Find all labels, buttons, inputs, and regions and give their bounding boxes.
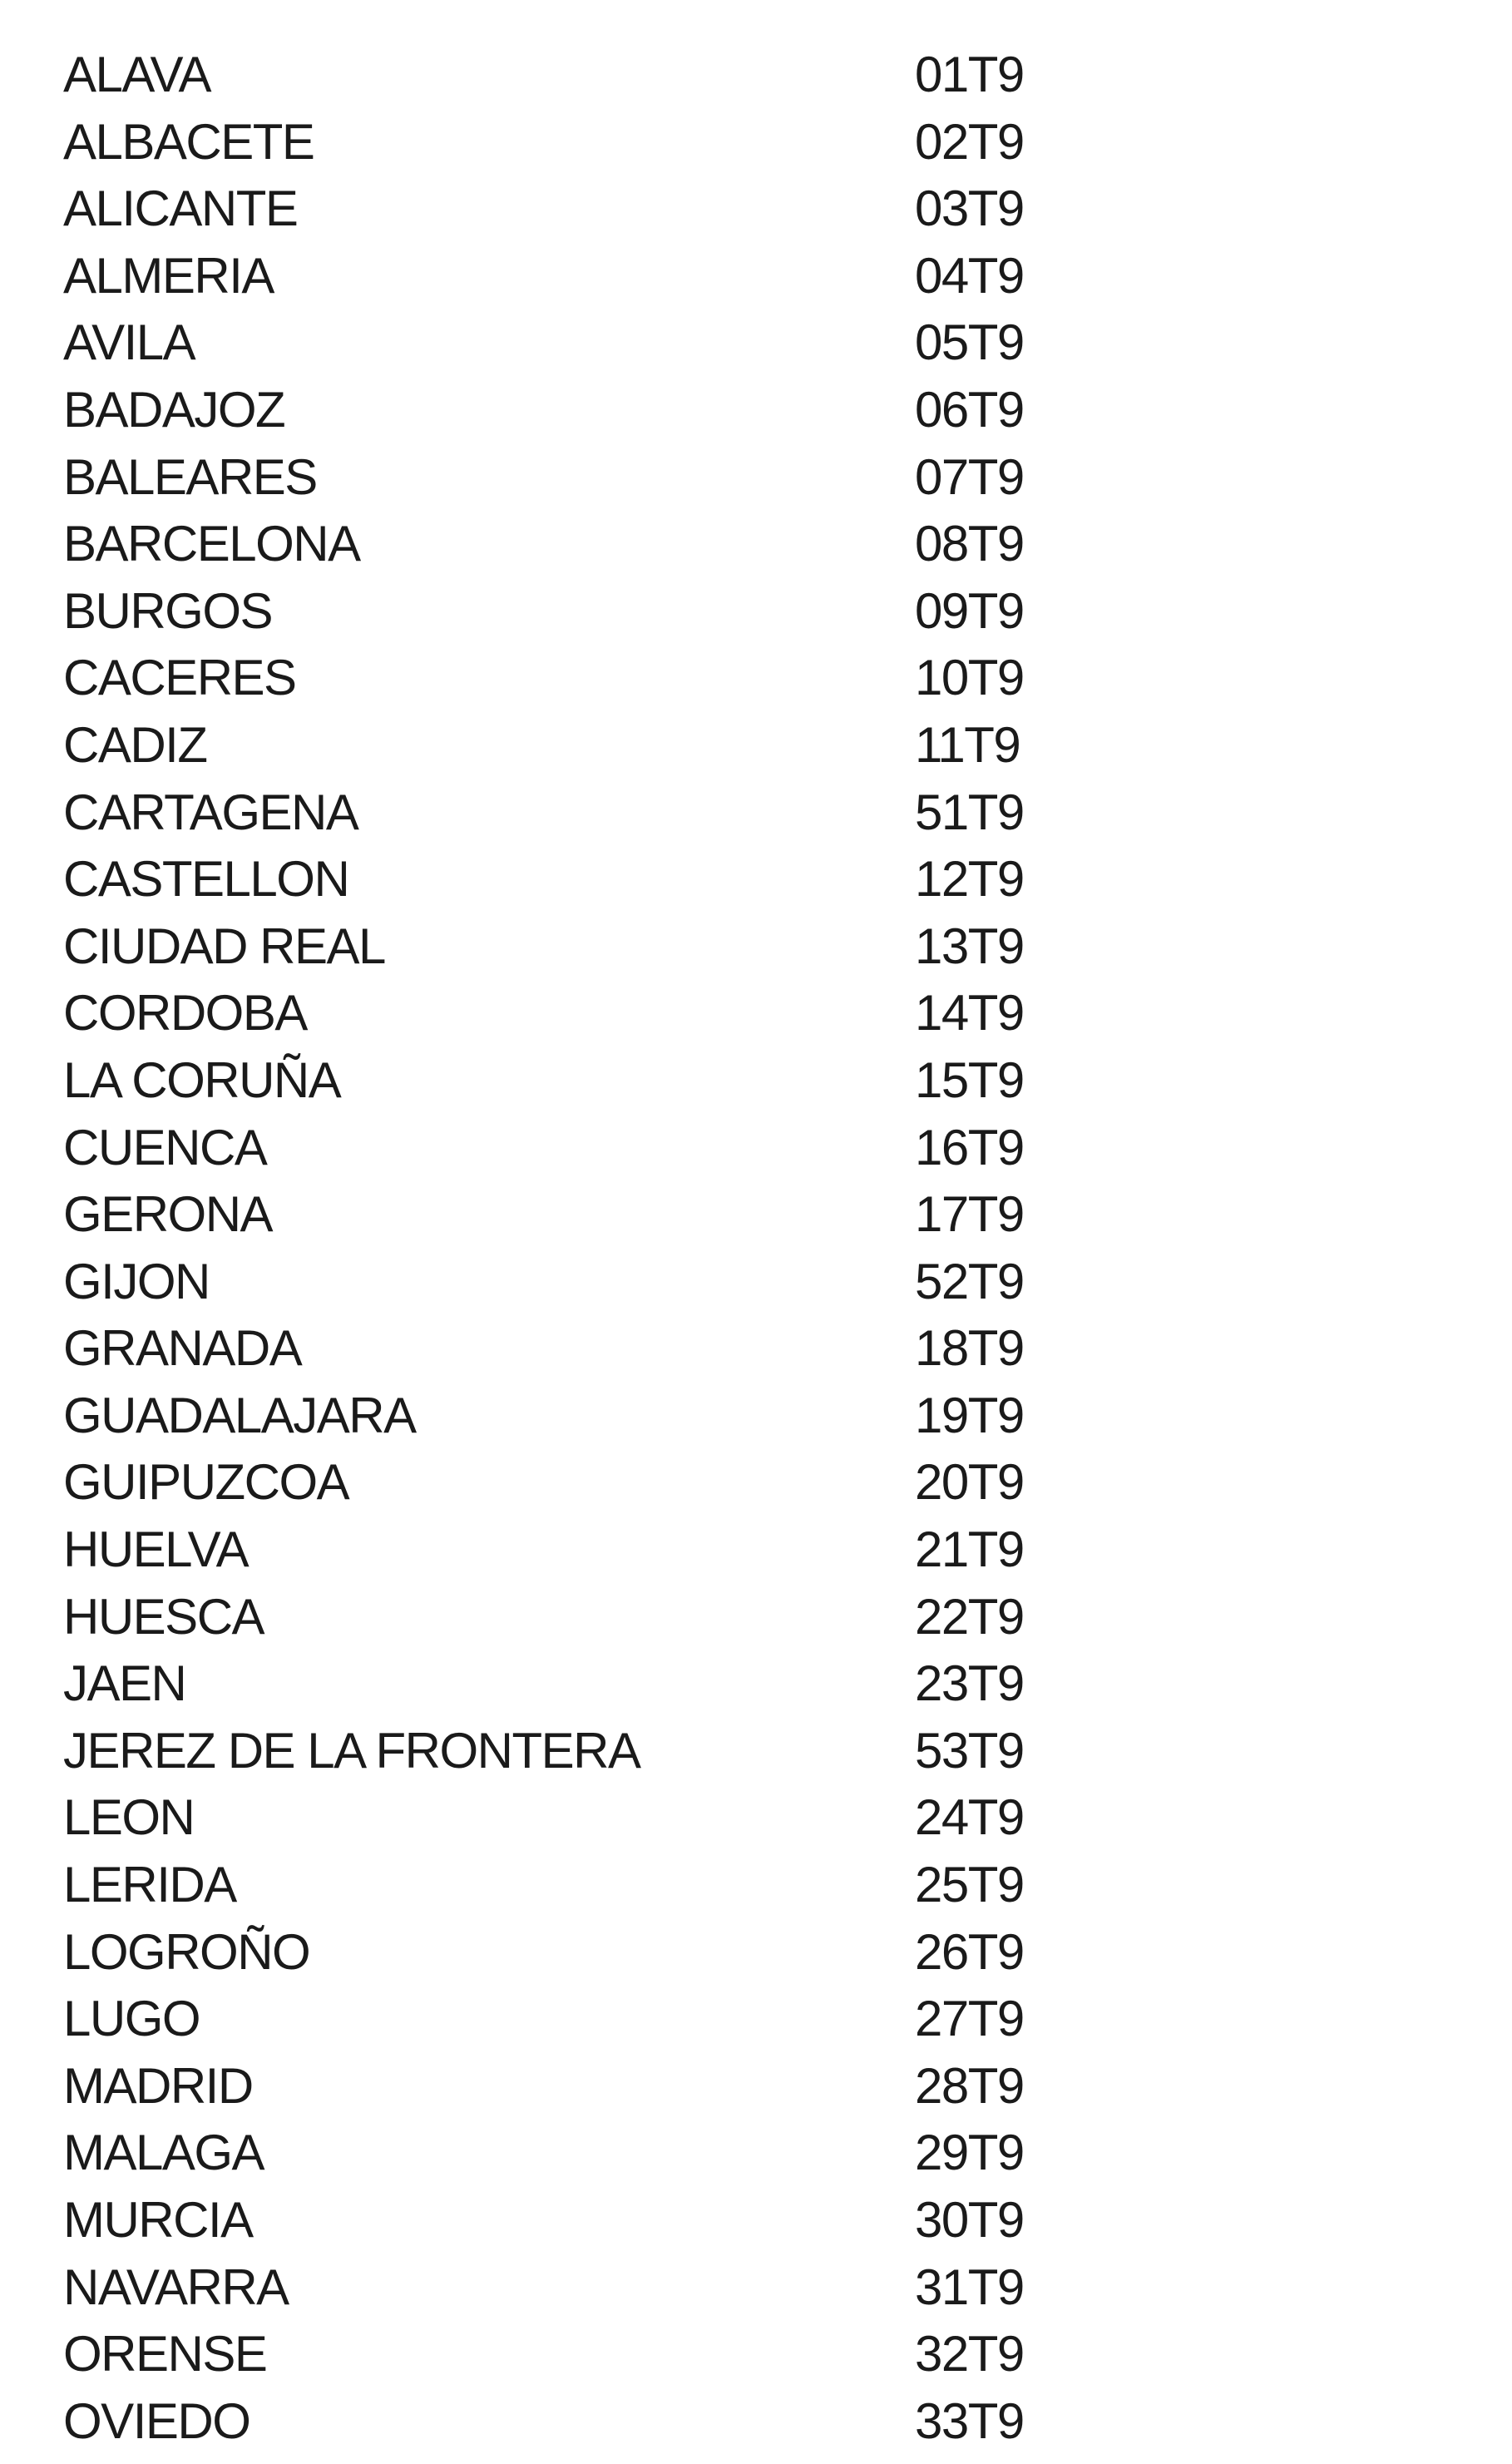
- province-code: 24T9: [915, 1789, 1024, 1846]
- province-name: BADAJOZ: [63, 381, 285, 438]
- list-item: [0, 377, 1512, 444]
- province-code: 13T9: [915, 918, 1024, 974]
- list-item: [0, 1516, 1512, 1584]
- province-code: 06T9: [915, 381, 1024, 438]
- province-code: 23T9: [915, 1655, 1024, 1712]
- province-name: ALBACETE: [63, 113, 314, 170]
- province-code: 20T9: [915, 1454, 1024, 1511]
- province-name: CIUDAD REAL: [63, 918, 385, 974]
- list-item: [0, 1650, 1512, 1718]
- list-item: [0, 1315, 1512, 1383]
- province-code: 11T9: [915, 716, 1020, 773]
- province-name: NAVARRA: [63, 2259, 289, 2315]
- province-name: MADRID: [63, 2057, 253, 2114]
- province-code: 30T9: [915, 2192, 1024, 2248]
- province-code: 07T9: [915, 448, 1024, 505]
- province-name: MALAGA: [63, 2125, 264, 2181]
- province-name: GUADALAJARA: [63, 1387, 416, 1443]
- list-item: [0, 2120, 1512, 2187]
- province-name: CADIZ: [63, 716, 207, 773]
- province-code: 25T9: [915, 1857, 1024, 1913]
- province-name: ALMERIA: [63, 247, 274, 304]
- province-name: HUESCA: [63, 1588, 264, 1645]
- list-item: [0, 1986, 1512, 2053]
- list-item: [0, 1584, 1512, 1651]
- list-item: [0, 309, 1512, 377]
- list-item: [0, 2388, 1512, 2456]
- province-name: AVILA: [63, 314, 195, 371]
- province-name: LUGO: [63, 1991, 200, 2047]
- list-item: [0, 712, 1512, 779]
- province-code: 04T9: [915, 247, 1024, 304]
- list-item: [0, 913, 1512, 981]
- province-code: 10T9: [915, 650, 1024, 706]
- list-item: [0, 1449, 1512, 1516]
- province-name: GIJON: [63, 1253, 210, 1309]
- province-name: JEREZ DE LA FRONTERA: [63, 1722, 640, 1779]
- list-item: [0, 846, 1512, 913]
- province-code: 16T9: [915, 1119, 1024, 1175]
- province-name: LOGROÑO: [63, 1923, 310, 1980]
- province-code: 03T9: [915, 181, 1024, 237]
- province-code: 26T9: [915, 1923, 1024, 1980]
- province-code: 22T9: [915, 1588, 1024, 1645]
- province-code: 32T9: [915, 2326, 1024, 2382]
- province-name: CASTELLON: [63, 851, 349, 908]
- list-item: [0, 1383, 1512, 1450]
- list-item: [0, 1784, 1512, 1852]
- province-name: CARTAGENA: [63, 784, 358, 840]
- list-item: [0, 42, 1512, 109]
- list-item: [0, 109, 1512, 176]
- list-item: [0, 2321, 1512, 2388]
- province-name: LEON: [63, 1789, 195, 1846]
- list-item: [0, 2053, 1512, 2120]
- province-name: HUELVA: [63, 1521, 249, 1578]
- province-name: GRANADA: [63, 1320, 302, 1377]
- list-item: [0, 1115, 1512, 1182]
- province-name: MURCIA: [63, 2192, 253, 2248]
- province-code: 31T9: [915, 2259, 1024, 2315]
- list-item: [0, 1181, 1512, 1249]
- province-code: 53T9: [915, 1722, 1024, 1779]
- province-code: 52T9: [915, 1253, 1024, 1309]
- list-item: [0, 511, 1512, 578]
- province-code: 29T9: [915, 2125, 1024, 2181]
- province-name: LA CORUÑA: [63, 1051, 341, 1108]
- list-item: [0, 1718, 1512, 1785]
- province-name: CACERES: [63, 650, 296, 706]
- list-item: [0, 1249, 1512, 1316]
- province-name: GUIPUZCOA: [63, 1454, 349, 1511]
- province-code: 01T9: [915, 47, 1024, 102]
- province-code: 21T9: [915, 1521, 1024, 1578]
- list-item: [0, 176, 1512, 243]
- province-name: LERIDA: [63, 1857, 236, 1913]
- list-item: [0, 1919, 1512, 1987]
- list-item: [0, 2254, 1512, 2322]
- province-code-list: [0, 42, 1512, 2455]
- province-name: GERONA: [63, 1186, 273, 1243]
- list-item: [0, 1047, 1512, 1115]
- list-item: [0, 444, 1512, 512]
- province-code: 12T9: [915, 851, 1024, 908]
- province-name: CUENCA: [63, 1119, 267, 1175]
- list-item: [0, 2187, 1512, 2254]
- province-code: 33T9: [915, 2392, 1024, 2449]
- province-name: ALAVA: [63, 47, 211, 102]
- list-item: [0, 645, 1512, 712]
- list-item: [0, 980, 1512, 1047]
- province-code: 17T9: [915, 1186, 1024, 1243]
- list-item: [0, 779, 1512, 847]
- province-code: 19T9: [915, 1387, 1024, 1443]
- province-code: 51T9: [915, 784, 1024, 840]
- province-code: 15T9: [915, 1051, 1024, 1108]
- province-code: 27T9: [915, 1991, 1024, 2047]
- province-code: 14T9: [915, 985, 1024, 1042]
- province-code: 09T9: [915, 582, 1024, 639]
- province-code: 02T9: [915, 113, 1024, 170]
- province-code: 18T9: [915, 1320, 1024, 1377]
- list-item: [0, 578, 1512, 646]
- province-name: BALEARES: [63, 448, 317, 505]
- province-name: OVIEDO: [63, 2392, 250, 2449]
- province-code: 05T9: [915, 314, 1024, 371]
- province-name: JAEN: [63, 1655, 186, 1712]
- list-item: [0, 243, 1512, 310]
- province-code: 28T9: [915, 2057, 1024, 2114]
- province-name: ORENSE: [63, 2326, 267, 2382]
- list-item: [0, 1852, 1512, 1919]
- province-name: BARCELONA: [63, 516, 360, 572]
- province-name: ALICANTE: [63, 181, 298, 237]
- province-name: BURGOS: [63, 582, 273, 639]
- province-name: CORDOBA: [63, 985, 307, 1042]
- province-code: 08T9: [915, 516, 1024, 572]
